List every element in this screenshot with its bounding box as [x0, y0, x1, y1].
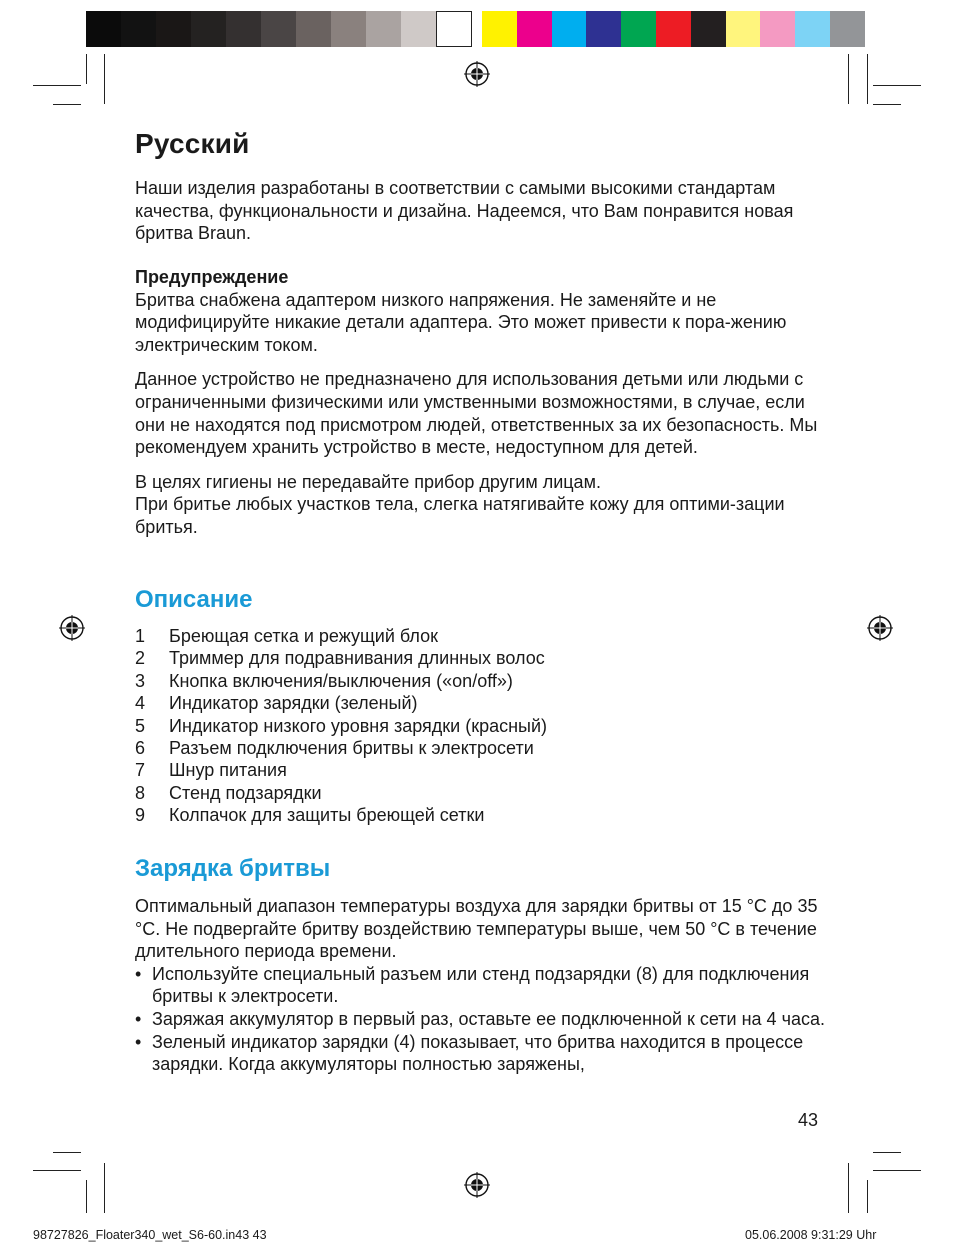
registration-mark-icon	[867, 615, 893, 641]
list-item	[135, 625, 547, 647]
color-swatch	[691, 11, 726, 47]
gray-swatch	[331, 11, 366, 47]
crop-mark	[848, 54, 849, 104]
color-swatch	[586, 11, 621, 47]
charging-paragraph: Оптимальный диапазон температуры воздуха для зарядки бритвы от 15 °C до 35 °C. Не подвергайте бритву воздействию температуры выше, чем 50 °C в течение длительного периода времени.	[135, 896, 818, 962]
gray-swatch	[191, 11, 226, 47]
color-swatch	[552, 11, 587, 47]
color-swatch	[830, 11, 865, 47]
list-item	[135, 670, 547, 692]
gray-swatch	[436, 11, 472, 47]
list-item-number: 5	[135, 715, 146, 736]
list-item-number: 7	[135, 760, 146, 781]
list-item-text: Стенд подзарядки	[169, 782, 322, 803]
list-item-text: Индикатор низкого уровня зарядки (красный)	[169, 715, 548, 736]
slug-date: 05.06.2008 9:31:29 Uhr	[745, 1228, 877, 1242]
color-swatch	[760, 11, 795, 47]
list-item-number: 6	[135, 738, 146, 759]
color-swatch	[656, 11, 691, 47]
list-item	[135, 715, 547, 737]
gray-swatch	[226, 11, 261, 47]
list-item-text: Разъем подключения бритвы к электросети	[169, 738, 534, 759]
list-item-text: Шнур питания	[169, 760, 287, 781]
page-title: Русский	[135, 128, 250, 159]
crop-mark	[873, 1152, 901, 1153]
crop-mark	[873, 1170, 921, 1171]
list-item-text: Колпачок для защиты бреющей сетки	[169, 805, 485, 826]
gray-swatch	[121, 11, 156, 47]
list-item-text: Бреющая сетка и режущий блок	[169, 626, 438, 646]
warning-section	[135, 266, 835, 539]
description-heading: Описание	[135, 586, 253, 613]
crop-mark	[33, 1170, 81, 1171]
list-item	[135, 737, 547, 759]
gray-swatch	[366, 11, 401, 47]
list-item-number: 4	[135, 693, 146, 714]
safety-paragraph: Данное устройство не предназначено для использования детьми или людьми с ограниченными физическими или умственными возможностями, в случае, если они не находятся под присмотром людей, ответственных за их безопасность. Мы рекомендуем хранить устройство в месте, недоступном для детей.	[135, 369, 818, 458]
list-item-number: 9	[135, 805, 146, 826]
gray-swatch	[401, 11, 436, 47]
crop-mark	[86, 54, 87, 84]
crop-mark	[867, 1180, 868, 1213]
list-item	[135, 804, 547, 826]
color-swatch	[517, 11, 552, 47]
hygiene-paragraph: В целях гигиены не передавайте прибор другим лицам.	[135, 471, 601, 492]
list-item	[135, 782, 547, 804]
crop-mark	[53, 1152, 81, 1153]
crop-mark	[873, 85, 921, 86]
shaving-tip-paragraph: При бритье любых участков тела, слегка натягивайте кожу для оптими-зации бритья.	[135, 494, 785, 537]
crop-mark	[86, 1180, 87, 1213]
crop-mark	[33, 85, 81, 86]
intro-paragraph	[135, 177, 835, 245]
list-item-number: 3	[135, 670, 146, 691]
gray-swatch	[156, 11, 191, 47]
color-swatch	[795, 11, 830, 47]
registration-mark-icon	[464, 1172, 490, 1198]
color-swatch	[726, 11, 761, 47]
list-item-number: 2	[135, 648, 146, 669]
process-color-bar	[482, 11, 865, 47]
registration-mark-icon	[59, 615, 85, 641]
intro-text: Наши изделия разработаны в соответствии с самыми высокими стандартам качества, функциональности и дизайна. Надеемся, что Вам понравится новая бритва Braun.	[135, 178, 794, 244]
gray-swatch	[86, 11, 121, 47]
description-list	[135, 625, 547, 827]
crop-mark	[873, 104, 901, 105]
registration-mark-icon	[464, 61, 490, 87]
warning-heading: Предупреждение	[135, 267, 289, 287]
list-item-text: Индикатор зарядки (зеленый)	[169, 693, 418, 714]
crop-mark	[104, 1163, 105, 1213]
gray-swatch	[296, 11, 331, 47]
bullet-item: • Используйте специальный разъем или стенд подзарядки (8) для подключения бритвы к электросети.	[135, 963, 835, 1008]
color-swatch	[482, 11, 517, 47]
charging-bullet-list	[135, 963, 835, 1076]
bullet-item: • Зеленый индикатор зарядки (4) показывает, что бритва находится в процессе зарядки. Когда аккумуляторы полностью заряжены,	[135, 1031, 835, 1076]
page-number: 43	[798, 1110, 819, 1130]
gray-swatch	[261, 11, 296, 47]
charging-heading: Зарядка бритвы	[135, 855, 331, 882]
color-swatch	[621, 11, 656, 47]
charging-section	[135, 895, 835, 1076]
list-item-text: Кнопка включения/выключения («on/off»)	[169, 670, 513, 691]
list-item-number: 8	[135, 782, 146, 803]
crop-mark	[104, 54, 105, 104]
slug-filename: 98727826_Floater340_wet_S6-60.in43 43	[33, 1228, 267, 1242]
list-item	[135, 692, 547, 714]
bullet-item: • Заряжая аккумулятор в первый раз, оставьте ее подключенной к сети на 4 часа.	[135, 1008, 835, 1031]
list-item	[135, 647, 547, 669]
crop-mark	[848, 1163, 849, 1213]
gray-color-bar	[86, 11, 472, 47]
list-item-number: 1	[135, 626, 146, 646]
list-item	[135, 759, 547, 781]
crop-mark	[867, 54, 868, 104]
list-item-text: Триммер для подравнивания длинных волос	[169, 648, 545, 669]
crop-mark	[53, 104, 81, 105]
warning-paragraph: Бритва снабжена адаптером низкого напряжения. Не заменяйте и не модифицируйте никакие детали адаптера. Это может привести к пора-жению электрическим током.	[135, 289, 787, 355]
